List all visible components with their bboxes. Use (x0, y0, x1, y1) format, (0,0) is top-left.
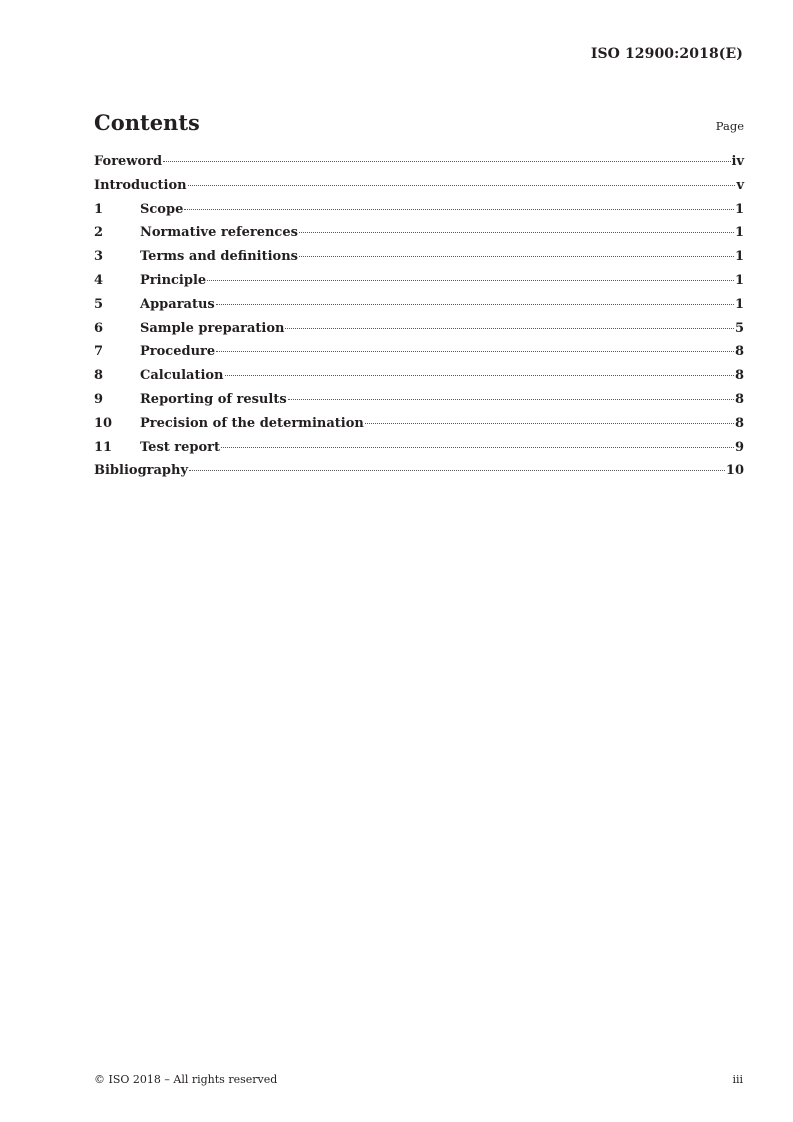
page-number: iii (732, 1073, 743, 1086)
dot-leader (216, 351, 734, 352)
toc-entry-reporting-of-results[interactable] (94, 392, 744, 416)
toc-entry-title: Introduction (94, 177, 187, 193)
dot-leader (299, 256, 734, 257)
dot-leader (285, 328, 733, 329)
toc-entry-number: 9 (94, 391, 104, 407)
toc-entry-page: 1 (734, 272, 744, 288)
toc-entry-number: 6 (94, 320, 104, 336)
toc-entry-title: Calculation (140, 368, 224, 384)
dot-leader (225, 375, 734, 376)
toc-entry-sample-preparation[interactable] (94, 321, 744, 345)
table-of-contents (94, 154, 744, 487)
toc-entry-number: 8 (94, 368, 104, 384)
toc-entry-number: 3 (94, 249, 104, 265)
toc-entry-precision-of-the-determination[interactable] (94, 416, 744, 440)
dot-leader (288, 399, 734, 400)
toc-entry-introduction[interactable] (94, 178, 744, 202)
toc-entry-page: 8 (734, 368, 744, 384)
dot-leader (207, 280, 734, 281)
toc-entry-number: 2 (94, 225, 104, 241)
copyright-notice: © ISO 2018 – All rights reserved (94, 1073, 278, 1086)
toc-entry-page: 1 (734, 296, 744, 312)
dot-leader (188, 185, 736, 186)
toc-entry-title: Procedure (140, 344, 216, 360)
toc-entry-apparatus[interactable] (94, 297, 744, 321)
toc-entry-test-report[interactable] (94, 440, 744, 464)
contents-header (94, 110, 744, 140)
toc-entry-bibliography[interactable] (94, 463, 744, 487)
toc-entry-title: Foreword (94, 154, 163, 169)
toc-entry-number: 10 (94, 415, 113, 431)
toc-entry-number: 7 (94, 344, 104, 360)
toc-entry-title: Apparatus (140, 296, 215, 312)
toc-entry-title: Reporting of results (140, 391, 287, 407)
toc-entry-terms-and-definitions[interactable] (94, 249, 744, 273)
dot-leader (184, 209, 734, 210)
toc-entry-number: 4 (94, 272, 104, 288)
toc-entry-title: Bibliography (94, 463, 189, 479)
contents-title: Contents (94, 110, 200, 135)
toc-entry-page: 1 (734, 249, 744, 265)
dot-leader (189, 470, 725, 471)
dot-leader (163, 161, 730, 162)
toc-entry-title: Principle (140, 272, 207, 288)
toc-entry-scope[interactable] (94, 202, 744, 226)
toc-entry-title: Terms and definitions (140, 249, 298, 265)
toc-entry-page: 1 (734, 201, 744, 217)
toc-entry-page: 5 (734, 320, 744, 336)
toc-entry-number: 1 (94, 201, 104, 217)
toc-entry-title: Test report (140, 439, 221, 455)
toc-entry-page: 10 (725, 463, 744, 479)
dot-leader (365, 423, 734, 424)
dot-leader (221, 447, 734, 448)
toc-entry-page: 8 (734, 391, 744, 407)
toc-entry-title: Normative references (140, 225, 298, 241)
dot-leader (299, 232, 734, 233)
document-id: ISO 12900:2018(E) (590, 46, 743, 62)
toc-entry-principle[interactable] (94, 273, 744, 297)
toc-entry-number: 11 (94, 439, 113, 455)
toc-entry-title: Scope (140, 201, 184, 217)
toc-entry-page: 8 (734, 344, 744, 360)
page-column-label: Page (715, 119, 744, 133)
toc-entry-foreword[interactable] (94, 154, 744, 178)
toc-entry-title: Precision of the determination (140, 415, 364, 431)
toc-entry-title: Sample preparation (140, 320, 285, 336)
toc-entry-number: 5 (94, 296, 104, 312)
toc-entry-page: 1 (734, 225, 744, 241)
toc-entry-page: v (736, 177, 744, 193)
toc-entry-page: 9 (734, 439, 744, 455)
toc-entry-calculation[interactable] (94, 368, 744, 392)
toc-entry-procedure[interactable] (94, 344, 744, 368)
toc-entry-normative-references[interactable] (94, 225, 744, 249)
toc-entry-page: 8 (734, 415, 744, 431)
dot-leader (216, 304, 734, 305)
toc-entry-page: iv (731, 154, 744, 169)
